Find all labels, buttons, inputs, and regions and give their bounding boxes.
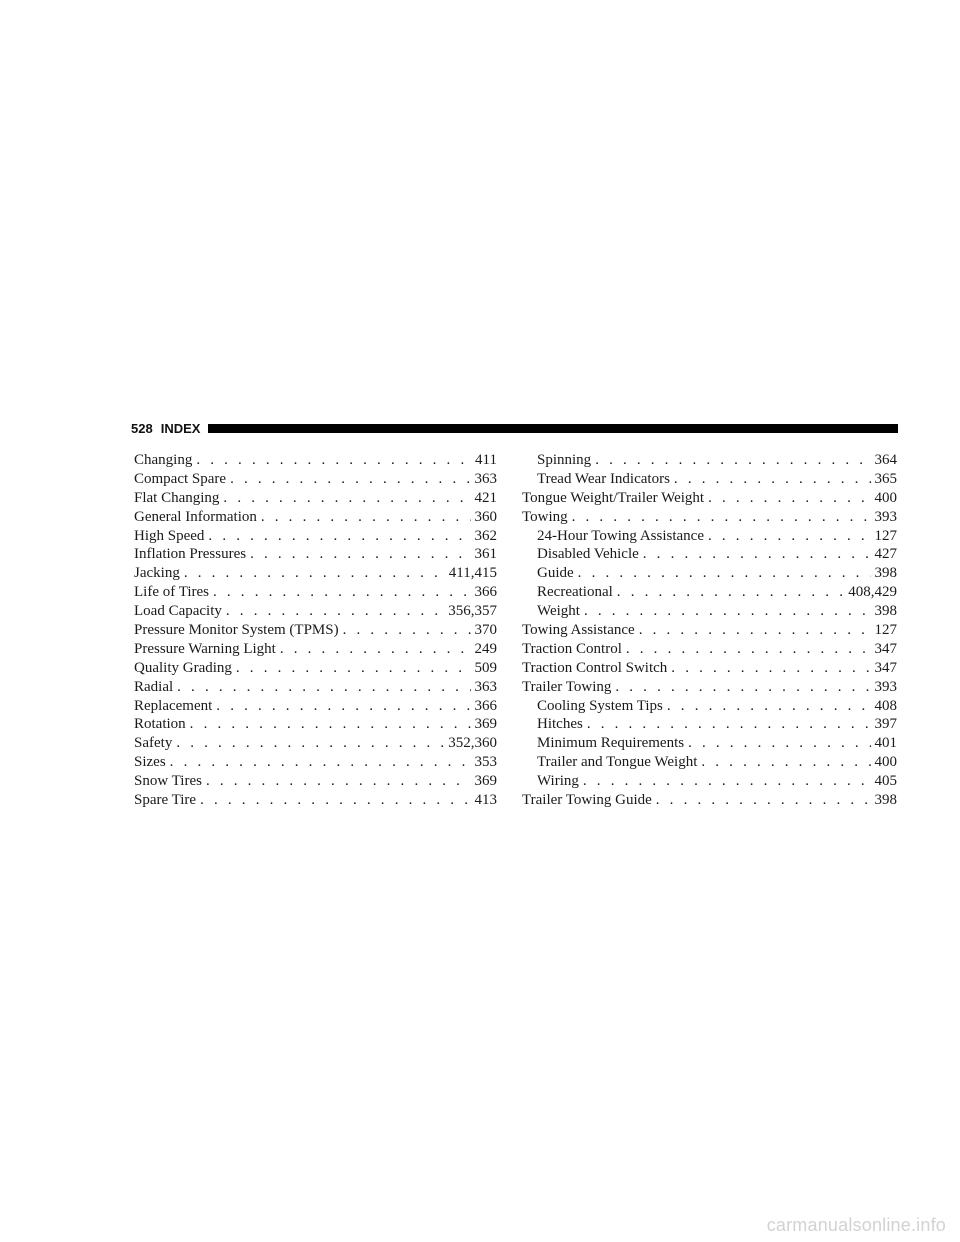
index-entry bbox=[522, 545, 897, 564]
index-term: Wiring bbox=[537, 773, 579, 790]
dot-leader bbox=[617, 583, 844, 602]
index-term: Spare Tire bbox=[134, 792, 197, 809]
dot-leader bbox=[250, 545, 470, 564]
dot-leader bbox=[595, 451, 870, 470]
index-page-ref: 370 bbox=[474, 622, 497, 639]
dot-leader bbox=[639, 621, 871, 640]
dot-leader bbox=[701, 753, 870, 772]
dot-leader bbox=[688, 734, 870, 753]
index-entry bbox=[134, 772, 497, 791]
index-page-ref: 249 bbox=[474, 640, 497, 657]
index-term: Cooling System Tips bbox=[537, 697, 663, 714]
index-term: Trailer Towing Guide bbox=[522, 792, 652, 809]
index-entry bbox=[522, 659, 897, 678]
index-entry bbox=[134, 489, 497, 508]
index-term: Hitches bbox=[537, 716, 583, 733]
index-entry bbox=[134, 715, 497, 734]
index-term: Quality Grading bbox=[134, 659, 232, 676]
index-page-ref: 369 bbox=[474, 773, 497, 790]
index-term: Trailer and Tongue Weight bbox=[537, 754, 698, 771]
index-term: Weight bbox=[537, 603, 580, 620]
index-page-ref: 365 bbox=[874, 470, 897, 487]
index-page-ref: 421 bbox=[474, 489, 497, 506]
index-page-ref: 398 bbox=[874, 565, 897, 582]
dot-leader bbox=[626, 640, 871, 659]
index-page-ref: 364 bbox=[874, 452, 897, 468]
index-entry bbox=[134, 602, 497, 621]
index-term: Life of Tires bbox=[134, 584, 209, 601]
index-entry bbox=[134, 470, 497, 489]
dot-leader bbox=[343, 621, 471, 640]
index-term: Pressure Monitor System (TPMS) bbox=[134, 622, 339, 639]
index-entry bbox=[522, 602, 897, 621]
dot-leader bbox=[170, 753, 471, 772]
index-page-ref: 400 bbox=[874, 754, 897, 771]
index-entry bbox=[522, 734, 897, 753]
index-term: Disabled Vehicle bbox=[537, 546, 639, 563]
index-entry bbox=[522, 508, 897, 527]
index-entry bbox=[134, 527, 497, 546]
index-term: 24-Hour Towing Assistance bbox=[537, 527, 704, 544]
dot-leader bbox=[213, 583, 471, 602]
dot-leader bbox=[230, 470, 470, 489]
index-term: Minimum Requirements bbox=[537, 735, 685, 752]
index-entry bbox=[134, 678, 497, 697]
dot-leader bbox=[584, 602, 871, 621]
index-term: Jacking bbox=[134, 565, 180, 582]
index-page-ref: 369 bbox=[474, 716, 497, 733]
index-page-ref: 352,360 bbox=[448, 735, 497, 752]
dot-leader bbox=[216, 697, 470, 716]
dot-leader bbox=[223, 489, 470, 508]
dot-leader bbox=[261, 508, 471, 527]
watermark: carmanualsonline.info bbox=[766, 1215, 946, 1235]
dot-leader bbox=[587, 715, 871, 734]
index-entry bbox=[134, 545, 497, 564]
index-entry bbox=[522, 678, 897, 697]
index-entry bbox=[522, 564, 897, 583]
index-term: Trailer Towing bbox=[522, 678, 612, 695]
index-entry bbox=[522, 791, 897, 810]
index-term: General Information bbox=[134, 508, 257, 525]
index-entry bbox=[522, 489, 897, 508]
index-term: Replacement bbox=[134, 697, 213, 714]
index-entry bbox=[522, 640, 897, 659]
index-column-left bbox=[134, 451, 497, 810]
index-page-ref: 362 bbox=[474, 527, 497, 544]
index-term: Rotation bbox=[134, 716, 186, 733]
index-term: Tongue Weight/Trailer Weight bbox=[522, 489, 705, 506]
index-page-ref: 427 bbox=[874, 546, 897, 563]
index-entry bbox=[522, 715, 897, 734]
index-page-ref: 363 bbox=[474, 678, 497, 695]
index-page-ref: 408,429 bbox=[848, 584, 897, 601]
dot-leader bbox=[656, 791, 871, 810]
dot-leader bbox=[280, 640, 471, 659]
index-entry bbox=[134, 621, 497, 640]
index-term: Inflation Pressures bbox=[134, 546, 247, 563]
index-page-ref: 347 bbox=[874, 640, 897, 657]
index-entry bbox=[134, 753, 497, 772]
index-term: Radial bbox=[134, 678, 174, 695]
index-term: Traction Control Switch bbox=[522, 659, 668, 676]
page-header bbox=[131, 418, 898, 438]
index-entry bbox=[522, 527, 897, 546]
index-page-ref: 361 bbox=[474, 546, 497, 563]
index-page-ref: 401 bbox=[874, 735, 897, 752]
index-page-ref: 405 bbox=[874, 773, 897, 790]
index-term: Pressure Warning Light bbox=[134, 640, 276, 657]
index-term: Guide bbox=[537, 565, 574, 582]
index-page-ref: 347 bbox=[874, 659, 897, 676]
dot-leader bbox=[206, 772, 471, 791]
index-column-right bbox=[522, 451, 897, 810]
index-page-ref: 509 bbox=[474, 659, 497, 676]
dot-leader bbox=[176, 734, 444, 753]
index-term: Recreational bbox=[537, 584, 613, 601]
index-term: Flat Changing bbox=[134, 489, 220, 506]
index-entry bbox=[134, 791, 497, 810]
index-page-ref: 356,357 bbox=[448, 603, 497, 620]
dot-leader bbox=[671, 659, 870, 678]
index-page-ref: 398 bbox=[874, 792, 897, 809]
index-entry bbox=[522, 451, 897, 470]
dot-leader bbox=[236, 659, 471, 678]
index-entry bbox=[134, 583, 497, 602]
index-page-ref: 411 bbox=[475, 452, 497, 468]
dot-leader bbox=[667, 697, 871, 716]
index-entry bbox=[134, 697, 497, 716]
dot-leader bbox=[708, 527, 871, 546]
index-term: Towing bbox=[522, 508, 568, 525]
index-page-ref: 398 bbox=[874, 603, 897, 620]
index-term: High Speed bbox=[134, 527, 205, 544]
dot-leader bbox=[226, 602, 444, 621]
index-entry bbox=[522, 697, 897, 716]
dot-leader bbox=[578, 564, 871, 583]
index-page-ref: 397 bbox=[874, 716, 897, 733]
index-entry bbox=[522, 621, 897, 640]
index-entry bbox=[134, 734, 497, 753]
dot-leader bbox=[184, 564, 445, 583]
dot-leader bbox=[208, 527, 470, 546]
dot-leader bbox=[583, 772, 871, 791]
index-entry bbox=[522, 583, 897, 602]
index-term: Compact Spare bbox=[134, 470, 227, 487]
index-entry bbox=[522, 470, 897, 489]
index-term: Traction Control bbox=[522, 640, 622, 657]
dot-leader bbox=[674, 470, 871, 489]
dot-leader bbox=[708, 489, 870, 508]
index-term: Changing bbox=[134, 452, 193, 468]
index-term: Sizes bbox=[134, 754, 166, 771]
section-title: INDEX bbox=[160, 420, 201, 436]
index-page-ref: 408 bbox=[874, 697, 897, 714]
index-page-ref: 127 bbox=[874, 622, 897, 639]
index-page-ref: 363 bbox=[474, 470, 497, 487]
dot-leader bbox=[200, 791, 470, 810]
index-page-ref: 366 bbox=[474, 697, 497, 714]
dot-leader bbox=[177, 678, 470, 697]
index-term: Spinning bbox=[537, 452, 592, 468]
header-rule bbox=[208, 424, 898, 433]
dot-leader bbox=[190, 715, 471, 734]
dot-leader bbox=[615, 678, 870, 697]
index-page-ref: 393 bbox=[874, 678, 897, 695]
index-page-ref: 366 bbox=[474, 584, 497, 601]
index-page-ref: 393 bbox=[874, 508, 897, 525]
page-number: 528 bbox=[131, 420, 153, 436]
index-entry bbox=[134, 640, 497, 659]
index-entry bbox=[134, 508, 497, 527]
index-page-ref: 127 bbox=[874, 527, 897, 544]
index-entry bbox=[522, 753, 897, 772]
index-entry bbox=[522, 772, 897, 791]
dot-leader bbox=[572, 508, 871, 527]
index-term: Towing Assistance bbox=[522, 622, 635, 639]
dot-leader bbox=[196, 451, 471, 470]
index-page-ref: 353 bbox=[474, 754, 497, 771]
index-term: Tread Wear Indicators bbox=[537, 470, 670, 487]
index-page-ref: 400 bbox=[874, 489, 897, 506]
index-term: Safety bbox=[134, 735, 173, 752]
index-page-ref: 411,415 bbox=[448, 565, 497, 582]
index-entry bbox=[134, 451, 497, 470]
index-page-ref: 360 bbox=[474, 508, 497, 525]
index-term: Snow Tires bbox=[134, 773, 202, 790]
index-entry bbox=[134, 659, 497, 678]
dot-leader bbox=[643, 545, 871, 564]
index-term: Load Capacity bbox=[134, 603, 222, 620]
index-entry bbox=[134, 564, 497, 583]
index-page-ref: 413 bbox=[474, 792, 497, 809]
